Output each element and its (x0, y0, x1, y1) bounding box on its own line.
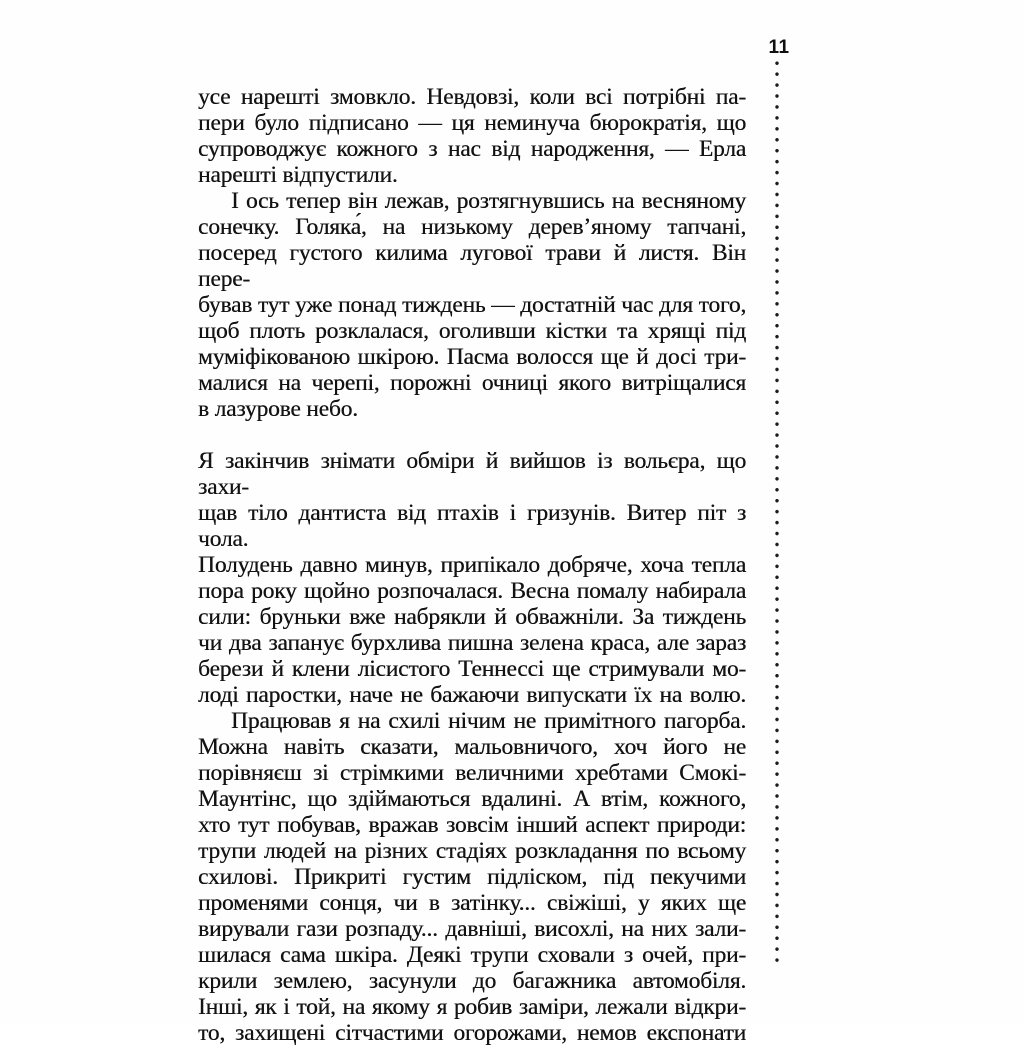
text-line: Маунтінс, що здіймаються вдалині. А втім, кожного, (198, 786, 746, 812)
text-line: трупи людей на різних стадіях розкладання по всьому (198, 838, 746, 864)
text-line: муміфікованою шкірою. Пасма волосся ще й досі три- (198, 344, 746, 370)
text-line: променями сонця, чи в затінку... свіжіші, у яких ще (198, 890, 746, 916)
text-line: то, захищені сітчастими огорожами, немов експонати (198, 1020, 746, 1046)
text-line: крили землею, засунули до багажника автомобіля. (198, 968, 746, 994)
text-line: хто тут побував, вражав зовсім інший аспект природи: (198, 812, 746, 838)
paragraph (198, 708, 746, 1046)
text-line: вирували гази розпаду... давніші, висохлі, на них зали- (198, 916, 746, 942)
text-line: бував тут уже понад тиждень — достатній час для того, (198, 292, 746, 318)
text-line: супроводжує кожного з нас від народження, — Ерла (198, 136, 746, 162)
text-line: Я закінчив знімати обміри й вийшов із вольєра, що захи- (198, 448, 746, 500)
text-line: шилася сама шкіра. Деякі трупи сховали з очей, при- (198, 942, 746, 968)
text-block (198, 84, 746, 1046)
text-line: лоді паростки, наче не бажаючи випускати їх на волю. (198, 682, 746, 708)
page-number: 11 (762, 37, 796, 59)
text-line: пери було підписано — ця неминуча бюрократія, що (198, 110, 746, 136)
dotted-margin-rule (775, 61, 779, 968)
text-line: сили: бруньки вже набрякли й обважніли. За тиждень (198, 604, 746, 630)
text-line: малися на черепі, порожні очниці якого витріщалися (198, 370, 746, 396)
text-line: пора року щойно розпочалася. Весна помалу набирала (198, 578, 746, 604)
paragraph (198, 448, 746, 708)
text-line: берези й клени лісистого Теннессі ще стримували мо- (198, 656, 746, 682)
paragraph (198, 84, 746, 188)
text-line: Працював я на схилі нічим не примітного пагорба. (198, 708, 746, 734)
text-line: чи два запанує бурхлива пишна зелена краса, але зараз (198, 630, 746, 656)
text-line: в лазурове небо. (198, 396, 746, 422)
text-line: І ось тепер він лежав, розтягнувшись на весняному (198, 188, 746, 214)
text-line: схилові. Прикриті густим підліском, під пекучими (198, 864, 746, 890)
text-line: Полудень давно минув, припікало добряче, хоча тепла (198, 552, 746, 578)
text-line: Можна навіть сказати, мальовничого, хоч його не (198, 734, 746, 760)
text-line: нарешті відпустили. (198, 162, 746, 188)
paragraph (198, 188, 746, 422)
text-line: порівняєш зі стрімкими величними хребтами Смокі- (198, 760, 746, 786)
text-line: сонечку. Голяка́, на низькому дерев’яному тапчані, (198, 214, 746, 240)
text-line: усе нарешті змовкло. Невдовзі, коли всі потрібні па- (198, 84, 746, 110)
text-line: посеред густого килима лугової трави й листя. Він пере- (198, 240, 746, 292)
text-line: щав тіло дантиста від птахів і гризунів. Витер піт з чола. (198, 500, 746, 552)
text-line: Інші, як і той, на якому я робив заміри, лежали відкри- (198, 994, 746, 1020)
text-line: щоб плоть розклалася, оголивши кістки та хрящі під (198, 318, 746, 344)
